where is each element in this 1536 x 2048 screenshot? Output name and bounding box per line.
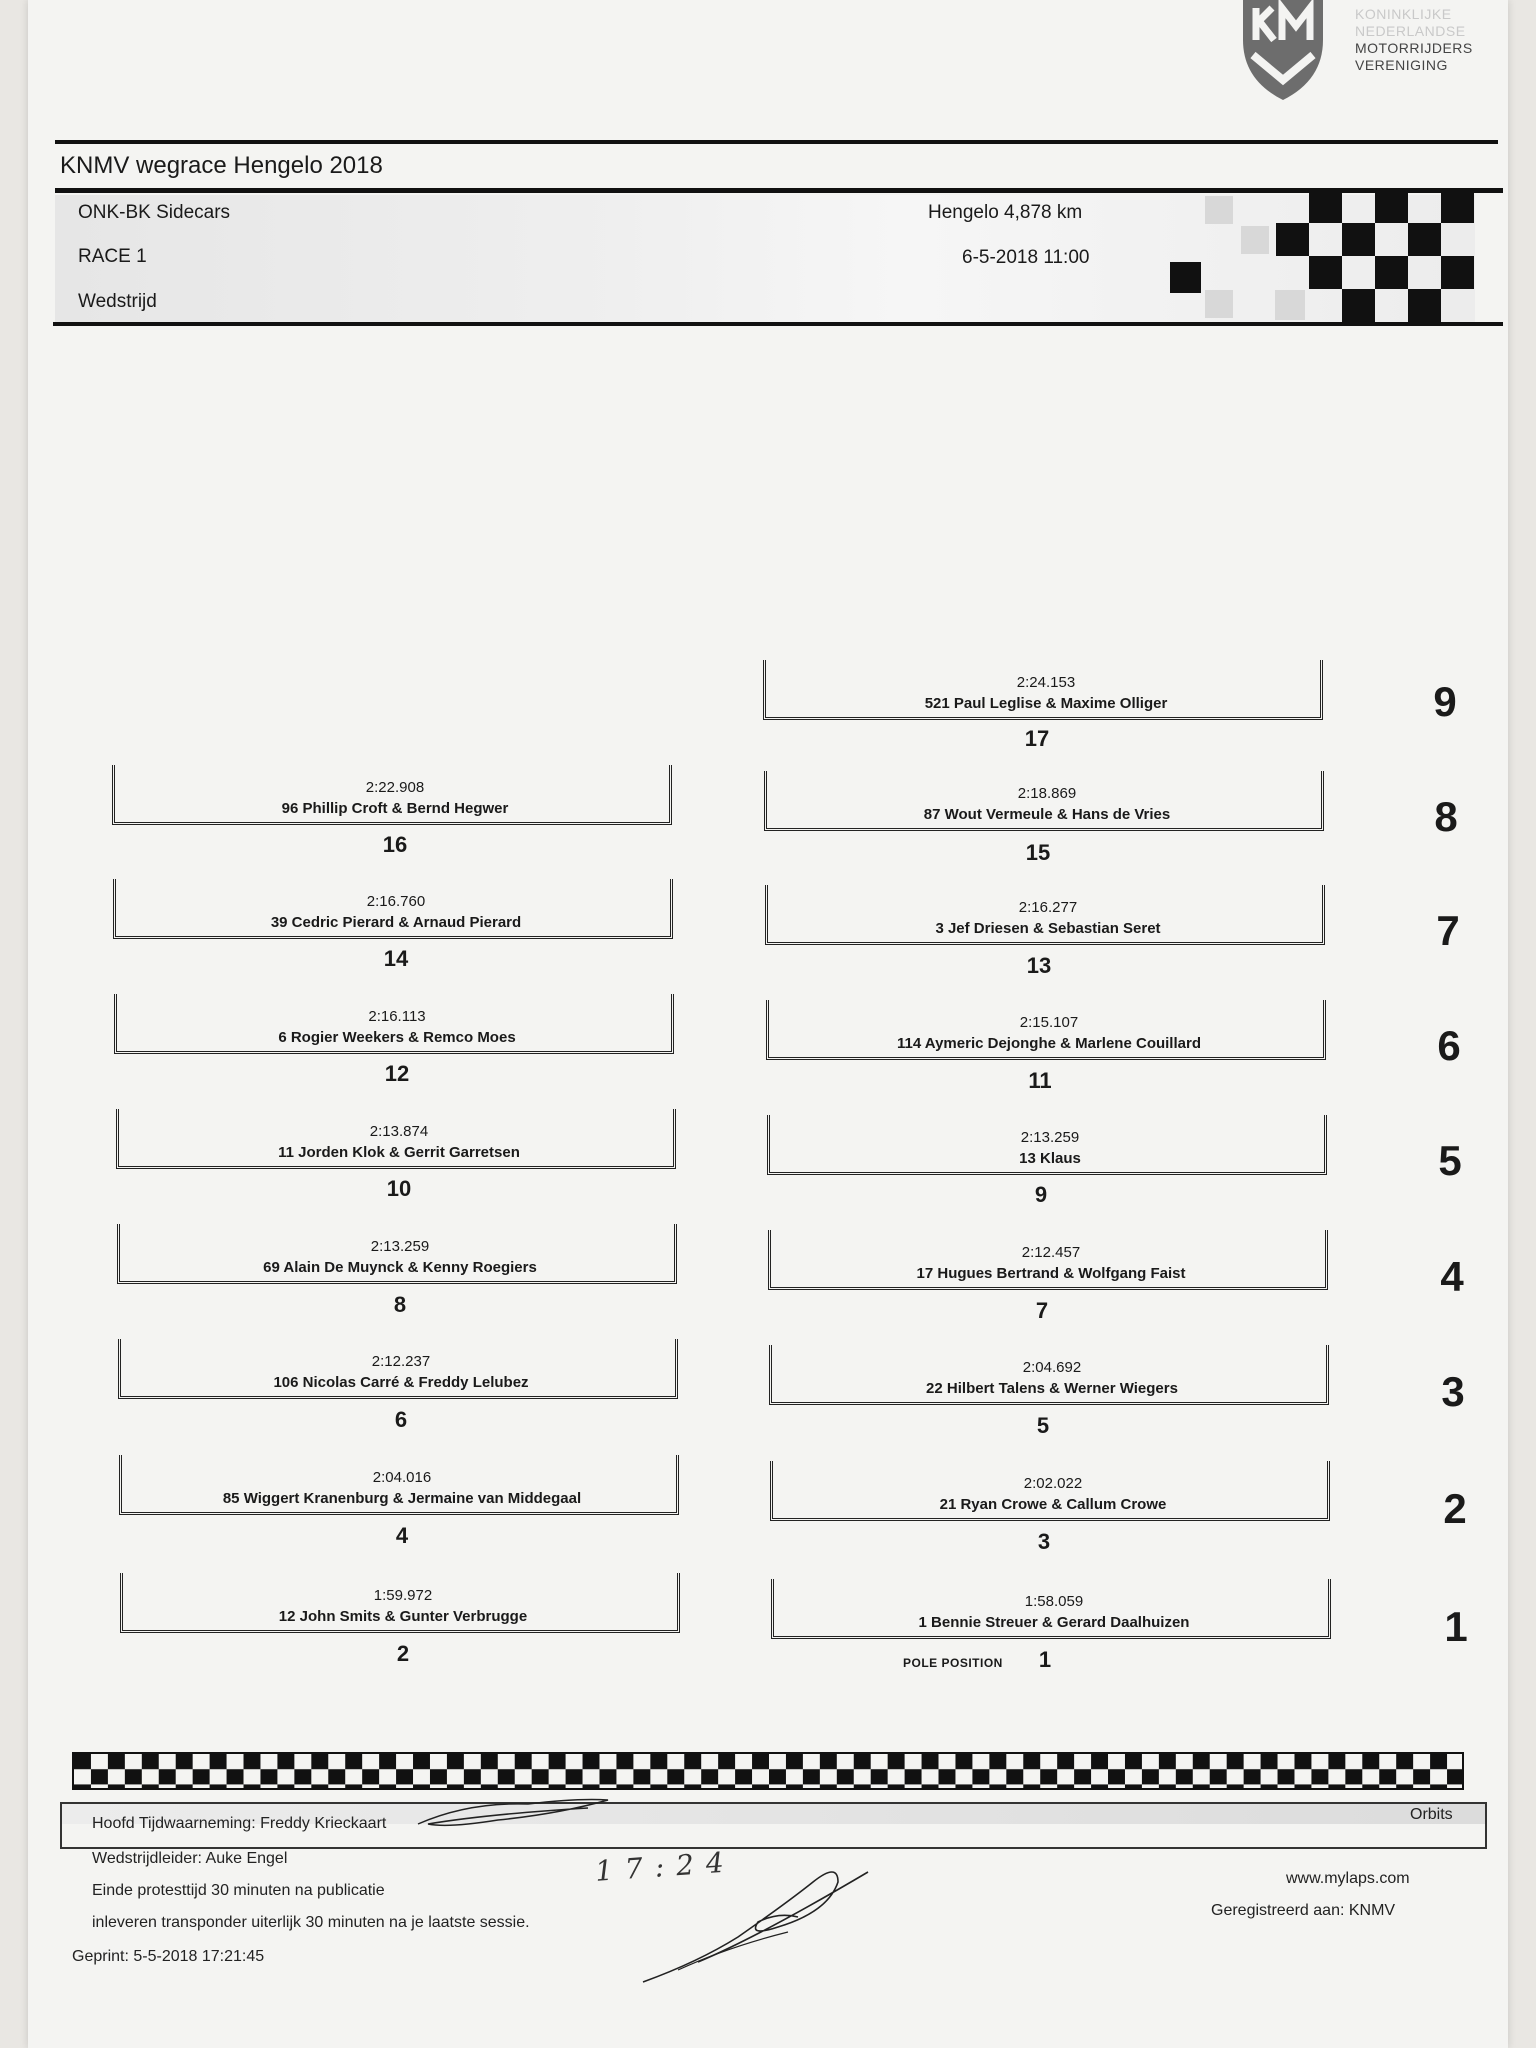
crew-name: 96 Phillip Croft & Bernd Hegwer	[281, 800, 509, 817]
crew-name: 69 Alain De Muynck & Kenny Roegiers	[263, 1259, 537, 1276]
class-name: ONK-BK Sidecars	[78, 202, 231, 223]
crew-name: 3 Jef Driesen & Sebastian Seret	[935, 920, 1161, 937]
grid-slot-2	[120, 1573, 686, 1639]
grid-position: 14	[383, 946, 409, 971]
crew-name: 106 Nicolas Carré & Freddy Lelubez	[273, 1374, 529, 1391]
grid-slot-8	[117, 1224, 683, 1290]
director-signature	[638, 1852, 878, 1992]
grid-slot-3	[770, 1461, 1336, 1527]
lap-time: 2:16.277	[1018, 899, 1078, 916]
grid-slot-12	[114, 994, 680, 1060]
chief-timekeeper: Hoofd Tijdwaarneming: Freddy Krieckaart	[92, 1815, 387, 1832]
results-sheet	[28, 0, 1508, 2048]
grid-position: 2	[396, 1641, 410, 1666]
grid-position: 4	[395, 1523, 409, 1548]
grid-position: 8	[393, 1292, 407, 1317]
crew-name: 11 Jorden Klok & Gerrit Garretsen	[278, 1144, 520, 1161]
grid-slot-10	[116, 1109, 682, 1175]
protest-note: Einde protesttijd 30 minuten na publicatie	[92, 1882, 385, 1899]
header-top-rule	[55, 140, 1498, 144]
grid-slot-7	[768, 1230, 1334, 1296]
grid-slot-11	[766, 1000, 1332, 1066]
crew-name: 22 Hilbert Talens & Werner Wiegers	[926, 1380, 1178, 1397]
row-number: 9	[1433, 678, 1457, 725]
race-director: Wedstrijdleider: Auke Engel	[92, 1850, 288, 1867]
lap-time: 2:13.259	[1020, 1129, 1080, 1146]
crew-name: 12 John Smits & Gunter Verbrugge	[278, 1608, 528, 1625]
crew-name: 87 Wout Vermeule & Hans de Vries	[923, 806, 1171, 823]
knmv-logo-text: KONINKLIJKE NEDERLANDSE MOTORRIJDERS VERENIGING	[1355, 6, 1473, 73]
crew-name: 17 Hugues Bertrand & Wolfgang Faist	[916, 1265, 1186, 1282]
grid-slot-4	[119, 1455, 685, 1521]
lap-time: 2:13.259	[370, 1238, 430, 1255]
lap-time: 2:04.016	[372, 1469, 432, 1486]
website: www.mylaps.com	[1286, 1870, 1410, 1887]
lap-time: 2:18.869	[1017, 785, 1077, 802]
grid-slot-15	[764, 771, 1330, 837]
grid-position: 6	[394, 1407, 408, 1432]
circuit-info: Hengelo 4,878 km	[928, 202, 1083, 223]
pole-position-label: POLE POSITION	[903, 1656, 1003, 1670]
row-number: 6	[1437, 1022, 1461, 1069]
lap-time: 2:16.113	[368, 1008, 426, 1025]
grid-position: 3	[1037, 1529, 1051, 1554]
lap-time: 2:16.760	[366, 893, 426, 910]
registered-to: Geregistreerd aan: KNMV	[1211, 1902, 1396, 1919]
grid-slot-17	[763, 660, 1329, 726]
race-datetime: 6-5-2018 11:00	[962, 247, 1090, 268]
lap-time: 2:15.107	[1019, 1014, 1079, 1031]
lap-time: 2:12.457	[1021, 1244, 1081, 1261]
row-number: 3	[1441, 1368, 1465, 1415]
orbits-label: Orbits	[1410, 1806, 1453, 1823]
crew-name: 21 Ryan Crowe & Callum Crowe	[939, 1496, 1167, 1513]
grid-slot-6	[118, 1339, 684, 1405]
grid-position: 9	[1034, 1182, 1048, 1207]
lap-time: 2:12.237	[371, 1353, 431, 1370]
grid-slot-16	[112, 765, 678, 831]
grid-position: 13	[1026, 953, 1052, 978]
grid-position: 10	[386, 1176, 412, 1201]
row-number: 4	[1440, 1253, 1464, 1300]
grid-position: 12	[384, 1061, 410, 1086]
crew-name: 6 Rogier Weekers & Remco Moes	[278, 1029, 516, 1046]
crew-name: 85 Wiggert Kranenburg & Jermaine van Middegaal	[222, 1490, 582, 1507]
crew-name: 13 Klaus	[1019, 1150, 1081, 1167]
lap-time: 1:59.972	[373, 1587, 433, 1604]
knmv-logo-icon	[1238, 0, 1328, 105]
row-number: 8	[1434, 793, 1458, 840]
row-number: 5	[1438, 1137, 1462, 1184]
grid-position: 1	[1038, 1647, 1052, 1672]
grid-slot-9	[767, 1115, 1333, 1181]
row-number: 1	[1444, 1603, 1468, 1650]
lap-time: 2:04.692	[1022, 1359, 1082, 1376]
crew-name: 1 Bennie Streuer & Gerard Daalhuizen	[918, 1614, 1190, 1631]
grid-slot-1	[771, 1579, 1337, 1645]
event-title: KNMV wegrace Hengelo 2018	[60, 152, 383, 179]
crew-name: 114 Aymeric Dejonghe & Marlene Couillard	[897, 1035, 1201, 1052]
grid-slot-14	[113, 879, 679, 945]
grid-position: 11	[1028, 1068, 1052, 1093]
crew-name: 521 Paul Leglise & Maxime Olliger	[924, 695, 1168, 712]
lap-time: 1:58.059	[1024, 1593, 1084, 1610]
grid-slot-13	[765, 885, 1331, 951]
lap-time: 2:13.874	[369, 1123, 429, 1140]
grid-position: 16	[382, 832, 408, 857]
checkered-flag-icon	[1165, 186, 1477, 326]
lap-time: 2:24.153	[1016, 674, 1076, 691]
printed-timestamp: Geprint: 5-5-2018 17:21:45	[72, 1948, 265, 1965]
crew-name: 39 Cedric Pierard & Arnaud Pierard	[270, 914, 522, 931]
grid-position: 15	[1025, 840, 1051, 865]
handwritten-time: 17:24	[594, 1845, 737, 1888]
grid-position: 7	[1035, 1298, 1049, 1323]
lap-time: 2:02.022	[1023, 1475, 1083, 1492]
lap-time: 2:22.908	[365, 779, 425, 796]
row-number: 2	[1443, 1485, 1467, 1532]
grid-position: 5	[1036, 1413, 1050, 1438]
transponder-note: inleveren transponder uiterlijk 30 minuten na je laatste sessie.	[92, 1914, 530, 1931]
header-bottom-rule	[53, 322, 1503, 326]
row-number: 7	[1436, 907, 1460, 954]
timekeeper-signature	[408, 1794, 638, 1834]
checkered-strip-icon	[72, 1752, 1464, 1790]
grid-position: 17	[1024, 726, 1050, 751]
race-name: RACE 1	[78, 246, 147, 267]
grid-slot-5	[769, 1345, 1335, 1411]
session-type: Wedstrijd	[78, 291, 157, 312]
